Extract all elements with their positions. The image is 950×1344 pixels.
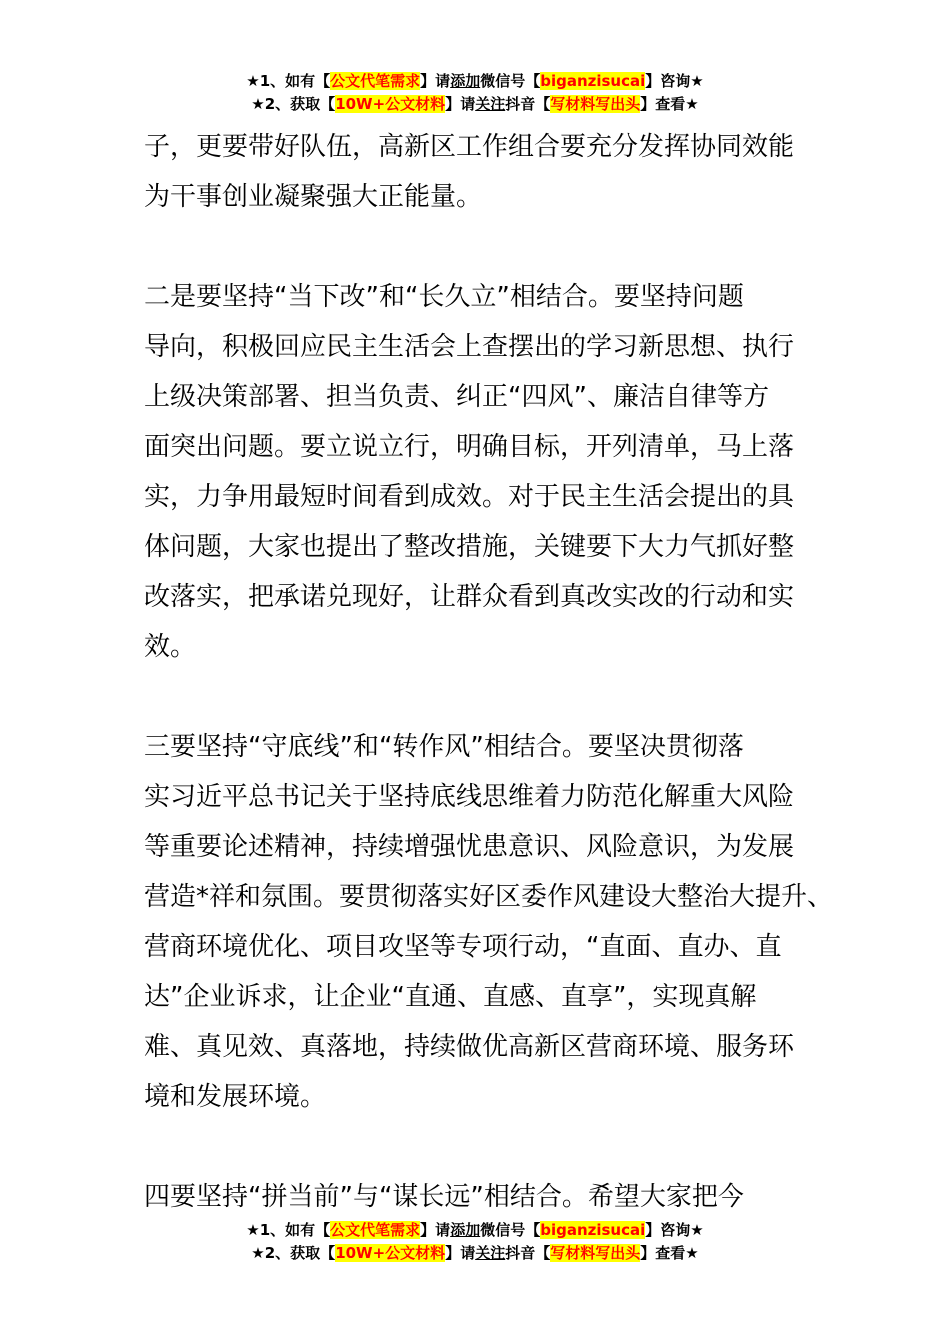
highlight-wechat-id: biganzisucai <box>540 1221 646 1239</box>
body-line: 实，力争用最短时间看到成效。对于民主生活会提出的具 <box>144 482 795 512</box>
body-line: 导向，积极回应民主生活会上查摆出的学习新思想、执行 <box>144 332 795 362</box>
footer-banner <box>0 1219 950 1265</box>
banner-line-2: ★2、获取【10W+公文材料】请关注抖音【写材料写出头】查看★ <box>251 95 699 113</box>
body-line: 改落实，把承诺兑现好，让群众看到真改实改的行动和实 <box>144 582 795 612</box>
banner-line-2: ★2、获取【10W+公文材料】请关注抖音【写材料写出头】查看★ <box>251 1244 699 1262</box>
body-line: 子，更要带好队伍，高新区工作组合要充分发挥协同效能 <box>144 132 795 162</box>
body-line: 为干事创业凝聚强大正能量。 <box>144 182 483 212</box>
body-line: 达”企业诉求，让企业“直通、直感、直享”，实现真解 <box>144 982 757 1012</box>
body-line: 面突出问题。要立说立行，明确目标，开列清单，马上落 <box>144 432 795 462</box>
body-line: 三要坚持“守底线”和“转作风”相结合。要坚决贯彻落 <box>144 732 744 762</box>
body-line: 上级决策部署、担当负责、纠正“四风”、廉洁自律等方 <box>144 382 769 412</box>
banner-line-1: ★1、如有【公文代笔需求】请添加微信号【biganzisucai】咨询★ <box>246 72 704 90</box>
body-line: 营商环境优化、项目攻坚等专项行动，“直面、直办、直 <box>144 932 782 962</box>
highlight-douyin-account: 写材料写出头 <box>550 95 641 113</box>
body-line: 营造*祥和氛围。要贯彻落实好区委作风建设大整治大提升、 <box>144 882 834 912</box>
highlight-douyin-account: 写材料写出头 <box>550 1244 641 1262</box>
highlight-wechat-id: biganzisucai <box>540 72 646 90</box>
highlight-service: 公文代笔需求 <box>330 72 421 90</box>
header-banner <box>0 70 950 116</box>
body-line: 难、真见效、真落地，持续做优高新区营商环境、服务环 <box>144 1032 795 1062</box>
highlight-materials: 10W+公文材料 <box>335 95 446 113</box>
body-line: 境和发展环境。 <box>144 1082 327 1112</box>
document-body <box>144 122 834 1222</box>
body-line: 效。 <box>144 632 197 662</box>
body-line: 实习近平总书记关于坚持底线思维着力防范化解重大风险 <box>144 782 795 812</box>
body-line: 四要坚持“拼当前”与“谋长远”相结合。希望大家把今 <box>144 1182 744 1212</box>
banner-line-1: ★1、如有【公文代笔需求】请添加微信号【biganzisucai】咨询★ <box>246 1221 704 1239</box>
body-line: 体问题，大家也提出了整改措施，关键要下大力气抓好整 <box>144 532 795 562</box>
body-line: 二是要坚持“当下改”和“长久立”相结合。要坚持问题 <box>144 282 744 312</box>
highlight-materials: 10W+公文材料 <box>335 1244 446 1262</box>
highlight-service: 公文代笔需求 <box>330 1221 421 1239</box>
body-line: 等重要论述精神，持续增强忧患意识、风险意识，为发展 <box>144 832 795 862</box>
